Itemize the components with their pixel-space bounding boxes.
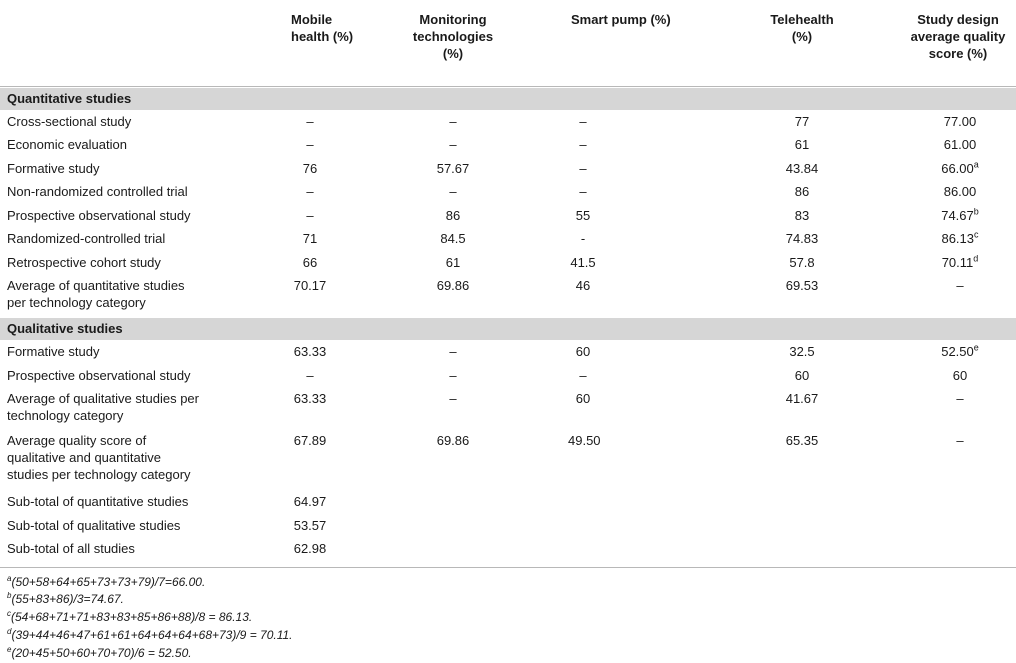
section-quantitative: Quantitative studies [0, 88, 1016, 110]
header-mobile-health: Mobile health (%) [291, 12, 354, 44]
header-telehealth: Telehealth (%) [770, 12, 834, 44]
header-monitoring-technologies: Monitoring technologies (%) [412, 12, 494, 61]
footnote-d: $^d$(39+44+46+47+61+61+64+64+64+68+73)/9 = 70.11. [7, 627, 293, 642]
footnote-e: $^e$(20+45+50+60+70+70)/6 = 52.50. [7, 645, 192, 660]
section-qualitative: Qualitative studies [0, 318, 1016, 340]
table-bottom-divider [0, 567, 1016, 568]
footnote-c: $^c$(54+68+71+71+83+83+85+86+88)/8 = 86.13. [7, 609, 253, 624]
footnote-a: $^a$(50+58+64+65+73+73+79)/7=66.00. [7, 574, 206, 589]
table-header [0, 0, 1016, 87]
header-smart-pump: Smart pump (%) [571, 12, 671, 27]
footnote-b: $^b$(55+83+86)/3=74.67. [7, 591, 124, 606]
header-study-design-score: Study design average quality score (%) [910, 12, 1006, 61]
